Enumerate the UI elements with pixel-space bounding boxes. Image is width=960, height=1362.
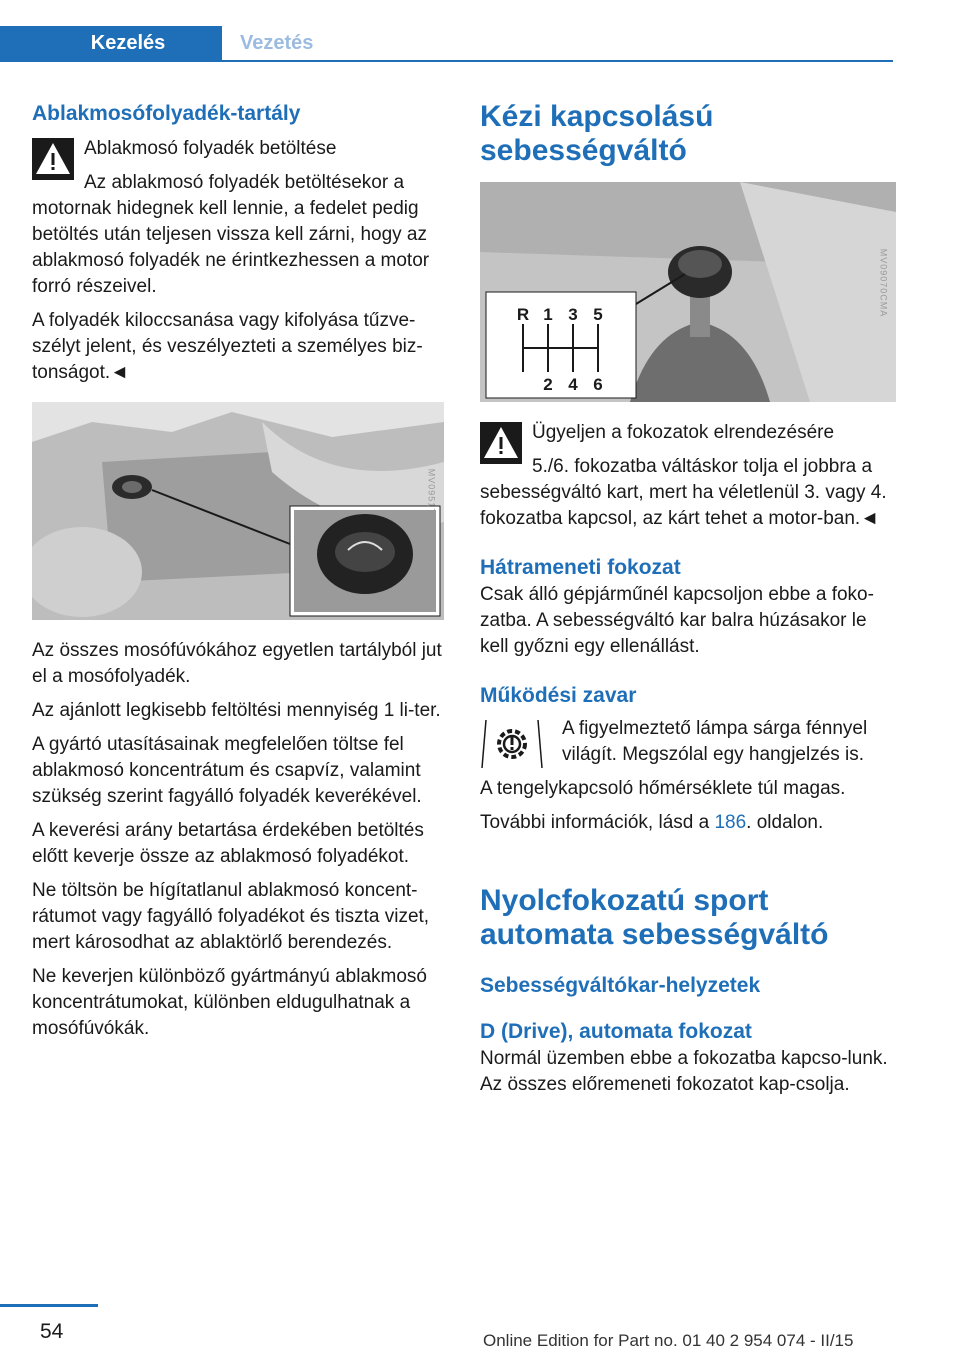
warning-title: Ablakmosó folyadék betöltése — [84, 138, 337, 159]
more-info-suffix: . oldalon. — [746, 812, 824, 833]
gear-label-bottom-0: 2 — [543, 375, 553, 394]
tab-underline — [0, 60, 893, 62]
gear-label-bottom-2: 6 — [593, 375, 603, 394]
heading-positions: Sebességváltókar-helyzetek — [480, 974, 761, 997]
right-column — [480, 100, 896, 1098]
tab-vezetes[interactable]: Vezetés — [240, 31, 314, 54]
image-code: MV09070CMA — [878, 248, 889, 318]
warning-title: Ügyeljen a fokozatok elrendezésére — [532, 422, 835, 443]
paragraph-5: Ne töltsön be hígítatlanul ablakmosó koncent-rátumot vagy fagyálló folyadékot és tiszta vizet, mert károsodhat az ablaktörlő berendezés. — [32, 880, 430, 953]
gear-lever-photo — [480, 182, 896, 402]
warning-icon — [480, 422, 522, 464]
footer-rule — [0, 1304, 98, 1307]
left-column — [32, 100, 450, 1042]
tab-kezeles[interactable]: Kezelés — [0, 26, 222, 60]
gear-label-top-2: 3 — [568, 305, 578, 324]
section-tabs — [0, 26, 893, 62]
warning-icon — [32, 138, 74, 180]
paragraph-2: Az ajánlott legkisebb feltöltési mennyiség 1 li-ter. — [32, 700, 441, 721]
warning-text-2: A folyadék kiloccsanása vagy kifolyása tűzve-szélyt jelent, és veszélyezteti a személyes biz-tonságot.◄ — [32, 310, 423, 383]
more-info-prefix: További információk, lásd a — [480, 812, 715, 833]
image-code: MV09517CMA — [426, 468, 437, 538]
paragraph-1: Az összes mosófúvókához egyetlen tartályból jut el a mosófolyadék. — [32, 640, 442, 687]
gear-label-top-1: 1 — [543, 305, 553, 324]
section-heading-manual: Kézi kapcsolású sebességváltó — [480, 100, 714, 167]
drive-text: Normál üzemben ebbe a fokozatba kapcso-lunk. Az összes előremeneti fokozatot kap-csolja. — [480, 1048, 888, 1095]
clutch-warning-icon — [480, 718, 544, 770]
paragraph-4: A keverési arány betartása érdekében betöltés előtt keverje össze az ablakmosó folyadékot. — [32, 820, 424, 867]
heading-automatic: Nyolcfokozatú sport automata sebességváltó — [480, 884, 829, 951]
paragraph-6: Ne keverjen különböző gyártmányú ablakmosó koncentrátumokat, különben eldugulhatnak a mosófúvókák. — [32, 966, 427, 1039]
edition-note: Online Edition for Part no. 01 40 2 954 074 - II/15 — [483, 1331, 854, 1350]
warning-gears — [480, 420, 896, 532]
heading-drive: D (Drive), automata fokozat — [480, 1020, 752, 1043]
gear-lever-illustration — [480, 182, 896, 402]
heading-fault: Működési zavar — [480, 684, 637, 707]
page-number: 54 — [40, 1320, 64, 1343]
section-heading-washer: Ablakmosófolyadék-tartály — [32, 102, 301, 125]
gear-label-top-3: 5 — [593, 305, 603, 324]
page-link[interactable]: 186 — [714, 812, 747, 833]
warning-text: 5./6. fokozatba váltáskor tolja el jobbra a sebességváltó kart, mert ha véletlenül 3. vagy 4. fokozatba kapcsol, az kárt tehet a motor-ban.◄ — [480, 456, 887, 529]
washer-reservoir-illustration — [32, 402, 444, 620]
gear-label-bottom-1: 4 — [568, 375, 578, 394]
paragraph-3: A gyártó utasításainak megfelelően töltse fel ablakmosó koncentrátum és csapvíz, valamint szükség szerint fagyálló folyadék keverékével. — [32, 734, 422, 807]
heading-reverse: Hátrameneti fokozat — [480, 556, 681, 579]
fault-block — [480, 716, 896, 802]
fault-text-1: A figyelmeztető lámpa sárga fénnyel világít. Megszólal egy hangjelzés is. — [562, 718, 868, 765]
gear-label-top-0: R — [516, 305, 530, 324]
more-info — [480, 810, 896, 836]
washer-reservoir-photo — [32, 402, 444, 620]
reverse-text: Csak álló gépjárműnél kapcsoljon ebbe a foko-zatba. A sebességváltó kar balra húzásakor le kell győzni egy ellenállást. — [480, 584, 874, 657]
warning-text: Az ablakmosó folyadék betöltésekor a motornak hidegnek kell lennie, a fedelet pedig betöltés után teljesen vissza kell zárni, hogy az ablakmosó folyadék ne érintkezhessen a motor forró részeivel. — [32, 172, 430, 297]
fault-text-2: A tengelykapcsoló hőmérséklete túl magas. — [480, 778, 846, 799]
warning-washer — [32, 136, 450, 300]
